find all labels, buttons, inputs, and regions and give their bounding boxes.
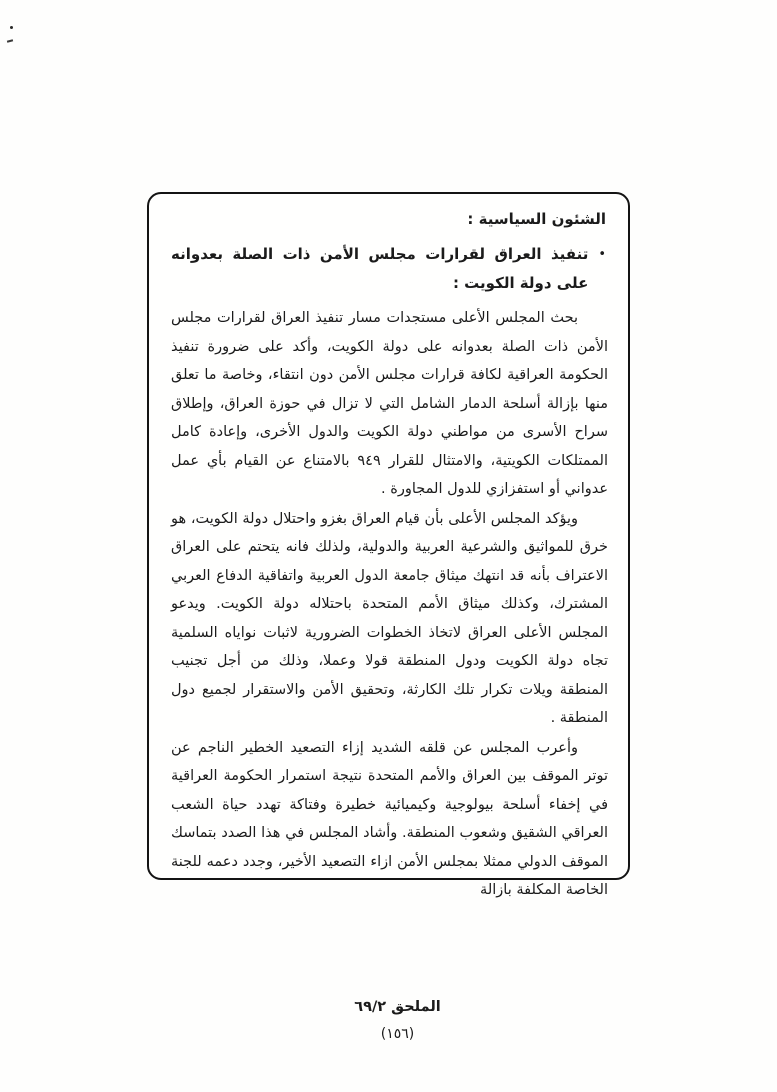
- bullet-heading: [171, 240, 606, 298]
- bullet-icon: •: [598, 247, 606, 262]
- paragraph-1: بحث المجلس الأعلى مستجدات مسار تنفيذ العراق لقرارات مجلس الأمن ذات الصلة بعدوانه على دولة الكويت، وأكد على ضرورة تنفيذ الحكومة العراقية لكافة قرارات مجلس الأمن دون انتقاء، وخاصة ما تعلق منها بإزالة أسلحة الدمار الشامل التي لا تزال في حوزة العراق، وإطلاق سراح الأسرى من مواطني دولة الكويت والدول الأخرى، وإعادة كامل الممتلكات الكويتية، والامتثال للقرار ٩٤٩ بالامتناع عن القيام بأي عمل عدواني أو استفزازي للدول المجاورة .: [171, 310, 608, 497]
- footer: [18, 998, 777, 1043]
- heading-text: تنفيذ العراق لقرارات مجلس الأمن ذات الصلة بعدوانه على دولة الكويت :: [171, 245, 589, 292]
- appendix-label: الملحق ٦٩/٢: [354, 999, 441, 1015]
- paragraph-2: ويؤكد المجلس الأعلى بأن قيام العراق بغزو واحتلال دولة الكويت، هو خرق للمواثيق والشرعية العربية والدولية، ولذلك فانه يتحتم على العراق الاعتراف بأنه قد انتهك ميثاق جامعة الدول العربية واتفاقية الدفاع العربي المشترك، وكذلك ميثاق الأمم المتحدة باحتلاله دولة الكويت. ويدعو المجلس الأعلى العراق لاتخاذ الخطوات الضرورية لاثبات نواياه السلمية تجاه دولة الكويت ودول المنطقة قولا وعملا، وذلك من أجل تجنيب المنطقة ويلات تكرار تلك الكارثة، وتحقيق الأمن والاستقرار لجميع دول المنطقة .: [171, 510, 608, 726]
- page-number: (١٥٦): [380, 1026, 415, 1042]
- paragraph-3: وأعرب المجلس عن قلقه الشديد إزاء التصعيد الخطير الناجم عن توتر الموقف بين العراق والأمم المتحدة نتيجة استمرار الحكومة العراقية في إخفاء أسلحة بيولوجية وكيميائية خطيرة وفتاكة تهدد حياة الشعب العراقي الشقيق وشعوب المنطقة. وأشاد المجلس في هذا الصدد بتماسك الموقف الدولي ممثلا بمجلس الأمن ازاء التصعيد الأخير، وجدد دعمه للجنة الخاصة المكلفة بازالة: [171, 739, 608, 898]
- section-title: الشئون السياسية :: [467, 210, 606, 228]
- scan-dash-icon: [7, 39, 13, 42]
- content-border-box: [147, 192, 630, 898]
- scan-speck-icon: [10, 26, 13, 29]
